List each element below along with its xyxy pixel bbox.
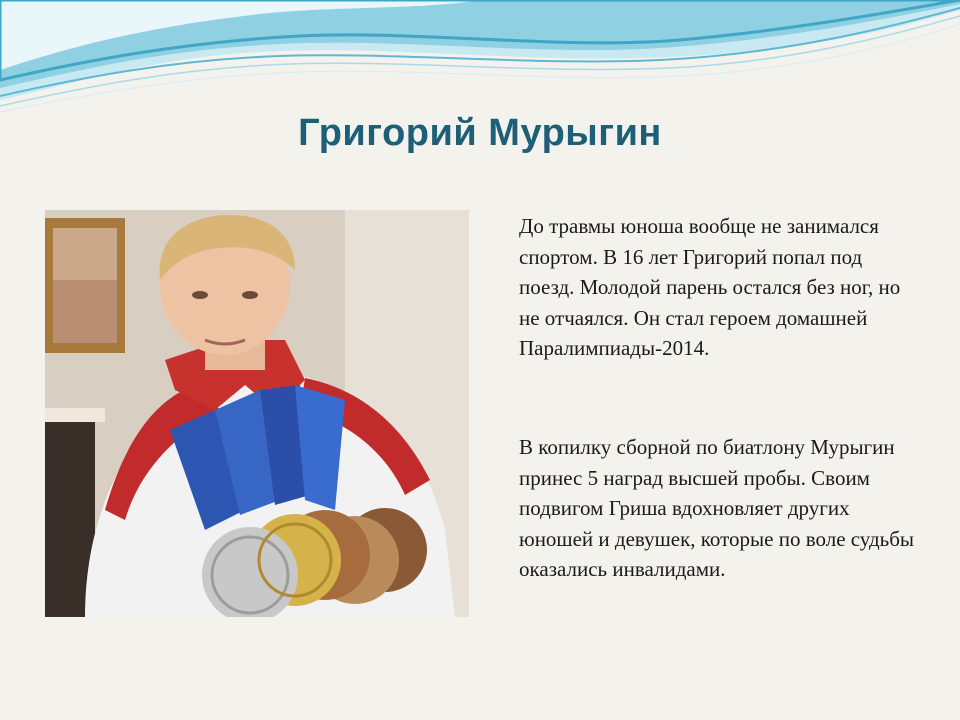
paragraph-biography: До травмы юноша вообще не занимался спортом. В 16 лет Григорий попал под поезд. Молодой парень остался без ног, но не отчаялся. Он стал героем домашней Паралимпиады-2014. xyxy=(519,214,901,360)
athlete-photo xyxy=(45,210,469,617)
decorative-wave-header xyxy=(0,0,960,130)
slide-title: Григорий Мурыгин xyxy=(298,112,662,154)
paragraph-achievements: В копилку сборной по биатлону Мурыгин принес 5 наград высшей пробы. Своим подвигом Гриша вдохновляет других юношей и девушек, которые по воле судьбы оказались инвалидами. xyxy=(519,435,915,581)
